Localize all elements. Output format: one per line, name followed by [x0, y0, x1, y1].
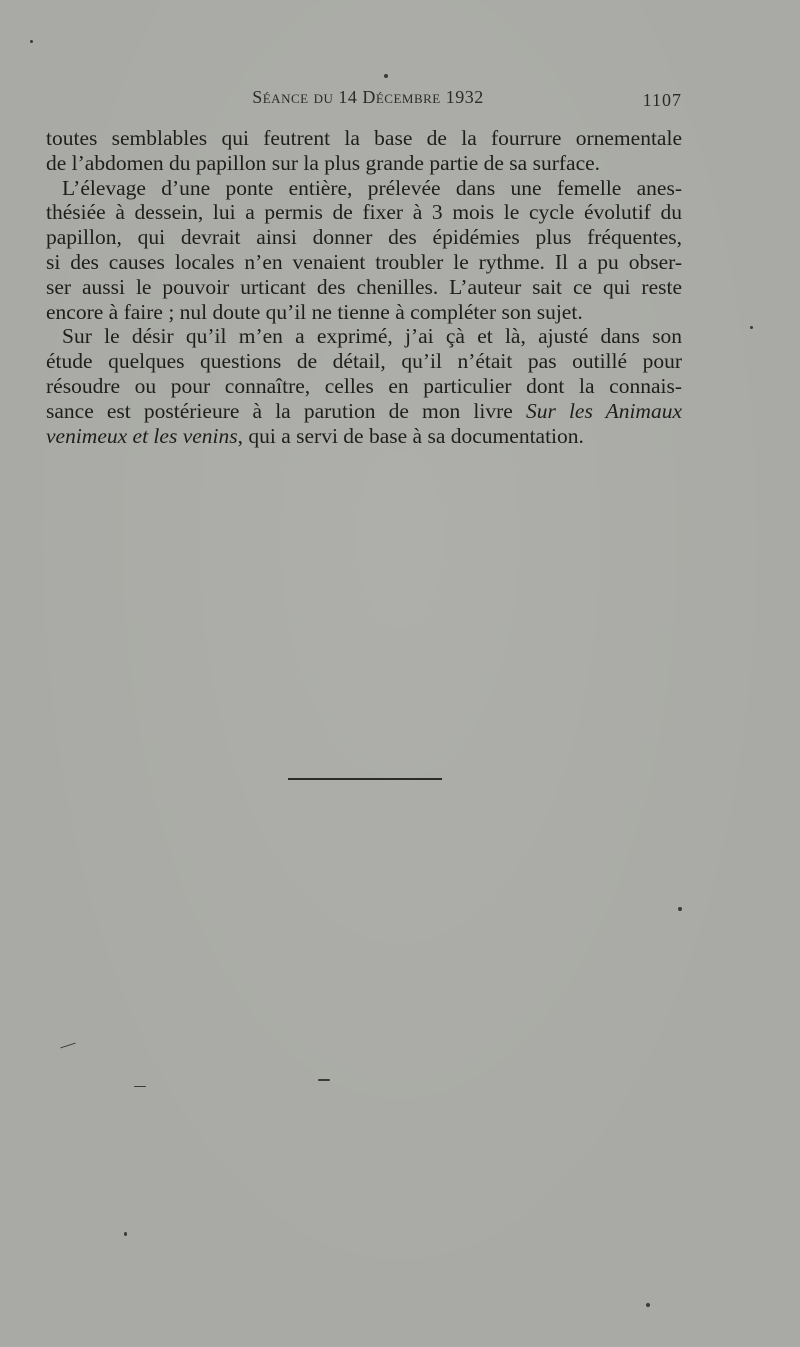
text-line: Sur le désir qu’il m’en a exprimé, j’ai çà et là, ajusté dans son	[62, 324, 682, 349]
text-line: L’élevage d’une ponte entière, prélevée dans une femelle anes-	[62, 175, 682, 200]
text-segment: sance est postérieure à la parution de mon livre	[46, 398, 513, 423]
body-text	[46, 126, 682, 448]
text-line: si des causes locales n’en venaient troubler le rythme. Il a pu obser-	[46, 249, 682, 274]
ink-speck	[750, 326, 753, 329]
book-title-part: Sur les Animaux	[525, 398, 683, 423]
text-line: thésiée à dessein, lui a permis de fixer à 3 mois le cycle évolutif du	[46, 200, 682, 225]
text-line: de l’abdomen du papillon sur la plus grande partie de sa surface.	[46, 150, 601, 175]
text-line	[46, 399, 682, 424]
ink-speck	[60, 1043, 76, 1049]
ink-speck	[124, 1232, 127, 1236]
ink-speck	[134, 1086, 146, 1087]
ink-speck	[678, 907, 682, 911]
ink-speck	[30, 40, 33, 43]
ink-speck	[646, 1303, 650, 1307]
ink-speck	[318, 1079, 330, 1081]
text-line: encore à faire ; nul doute qu’il ne tienne à compléter son sujet.	[46, 299, 583, 324]
text-line: papillon, qui devrait ainsi donner des épidémies plus fréquentes,	[46, 225, 682, 250]
text-line: résoudre ou pour connaître, celles en particulier dont la connais-	[46, 373, 682, 398]
text-segment: , qui a servi de base à sa documentation.	[237, 423, 584, 448]
text-line: étude quelques questions de détail, qu’il n’était pas outillé pour	[46, 349, 682, 374]
end-rule	[288, 778, 442, 780]
book-title-part: venimeux et les venins	[46, 423, 238, 448]
page-number: 1107	[642, 90, 682, 110]
text-line: ser aussi le pouvoir urticant des chenilles. L’auteur sait ce qui reste	[46, 274, 682, 299]
running-head: Séance du 14 Décembre 1932	[252, 87, 484, 107]
text-line: toutes semblables qui feutrent la base de la fourrure ornementale	[46, 126, 682, 150]
ink-speck	[384, 74, 388, 78]
text-line	[46, 424, 682, 449]
